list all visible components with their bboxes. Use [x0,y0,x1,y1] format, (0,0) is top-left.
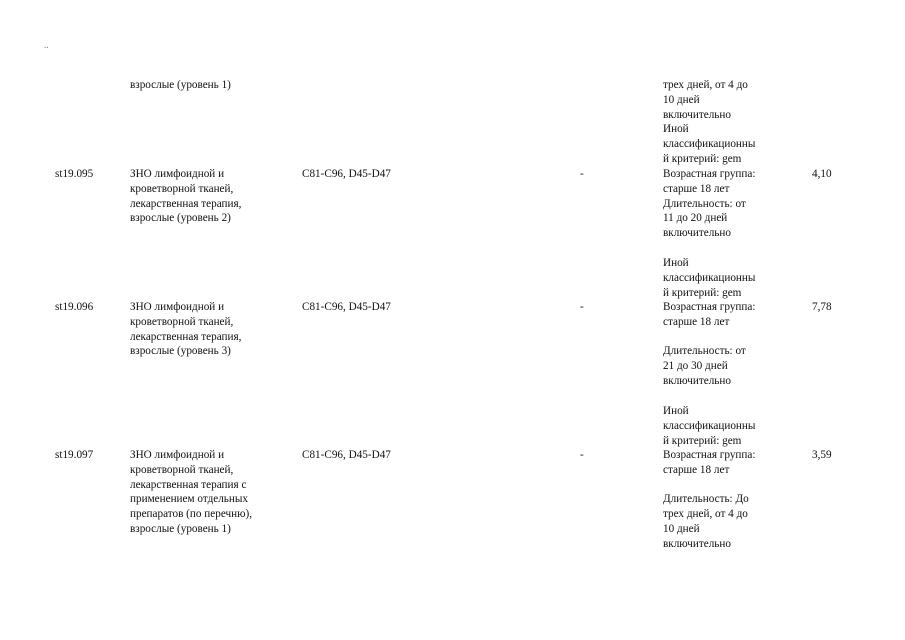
row-dash: - [580,301,584,313]
row-dash: - [580,168,584,180]
row-coefficient: 3,59 [812,449,832,461]
row-dash: - [580,449,584,461]
row-icd-codes: C81-C96, D45-D47 [302,301,391,313]
row-criteria: Возрастная группа: старше 18 лет Длительность: До трех дней, от 4 до 10 дней включительно [663,449,756,550]
row-icd-codes: C81-C96, D45-D47 [302,449,391,461]
row-code: st19.096 [55,301,94,313]
row-name: ЗНО лимфоидной и кроветворной тканей, лекарственная терапия, взрослые (уровень 3) [130,301,242,358]
row-code: st19.097 [55,449,94,461]
row-criteria-pre: Иной классификационны й критерий: gem [663,405,756,447]
continuation-criteria: трех дней, от 4 до 10 дней включительно Иной классификационны й критерий: gem [663,79,756,165]
row-coefficient: 7,78 [812,301,832,313]
row-criteria-pre: Иной классификационны й критерий: gem [663,257,756,299]
row-icd-codes: C81-C96, D45-D47 [302,168,391,180]
continuation-name: взрослые (уровень 1) [130,79,231,91]
row-name: ЗНО лимфоидной и кроветворной тканей, лекарственная терапия с применением отдельных препаратов (по перечню), взрослые (уровень 1) [130,449,253,535]
row-name: ЗНО лимфоидной и кроветворной тканей, лекарственная терапия, взрослые (уровень 2) [130,168,242,225]
row-criteria: Возрастная группа: старше 18 лет Длительность: от 11 до 20 дней включительно [663,168,756,240]
row-criteria: Возрастная группа: старше 18 лет Длительность: от 21 до 30 дней включительно [663,301,756,387]
page-marker: .. [44,40,49,50]
row-coefficient: 4,10 [812,168,832,180]
row-code: st19.095 [55,168,94,180]
